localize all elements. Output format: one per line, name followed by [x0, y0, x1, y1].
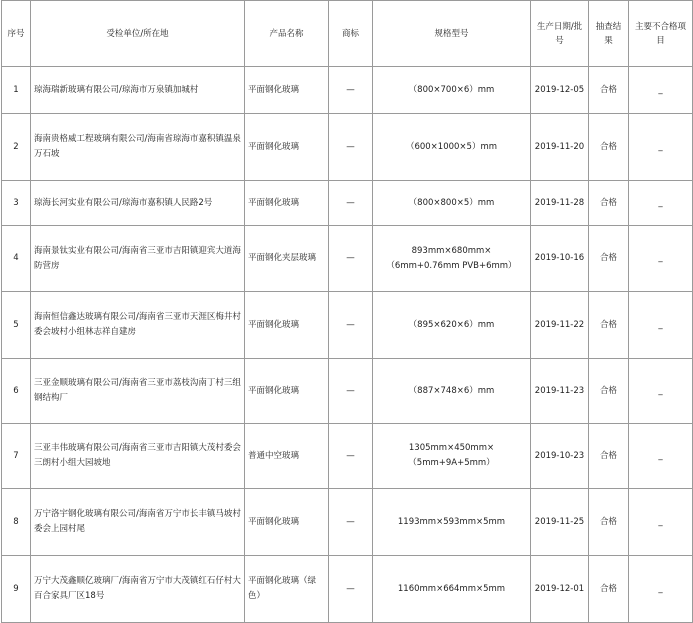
cell-unit: 三亚金顺玻璃有限公司/海南省三亚市荔枝沟南丁村三组钢结构厂: [31, 359, 245, 424]
cell-spec: （895×620×6）mm: [373, 292, 531, 359]
cell-issue: _: [629, 181, 693, 226]
cell-unit: 三亚丰伟玻璃有限公司/海南省三亚市吉阳镇大茂村委会三朗村小组大园坡地: [31, 424, 245, 489]
cell-brand: —: [329, 67, 373, 114]
cell-issue: _: [629, 556, 693, 623]
cell-spec: （800×700×6）mm: [373, 67, 531, 114]
cell-result: 合格: [589, 489, 629, 556]
cell-issue: _: [629, 359, 693, 424]
cell-seq: 1: [2, 67, 31, 114]
table-header: [2, 1, 693, 67]
cell-date: 2019-11-25: [531, 489, 589, 556]
cell-unit: 海南景钛实业有限公司/海南省三亚市吉阳镇迎宾大道海防营房: [31, 226, 245, 292]
cell-result: 合格: [589, 226, 629, 292]
cell-seq: 7: [2, 424, 31, 489]
cell-brand: —: [329, 424, 373, 489]
cell-unit: 海南恒信鑫达玻璃有限公司/海南省三亚市天涯区梅井村委会坡村小组林志祥自建房: [31, 292, 245, 359]
cell-issue: _: [629, 292, 693, 359]
table-row: [2, 489, 693, 556]
cell-product: 平面钢化夹层玻璃: [245, 226, 329, 292]
cell-product: 普通中空玻璃: [245, 424, 329, 489]
inspection-results-table: [1, 0, 693, 623]
cell-date: 2019-12-05: [531, 67, 589, 114]
table-body: [2, 67, 693, 623]
table-row: [2, 67, 693, 114]
cell-issue: _: [629, 67, 693, 114]
cell-seq: 6: [2, 359, 31, 424]
cell-unit: 海南贵格威工程玻璃有限公司/海南省琼海市嘉积镇温泉万石坡: [31, 114, 245, 181]
cell-product: 平面钢化玻璃: [245, 292, 329, 359]
cell-brand: —: [329, 181, 373, 226]
header-spec: 规格型号: [373, 1, 531, 67]
cell-result: 合格: [589, 114, 629, 181]
header-row: [2, 1, 693, 67]
cell-seq: 3: [2, 181, 31, 226]
cell-result: 合格: [589, 67, 629, 114]
cell-spec: 1193mm×593mm×5mm: [373, 489, 531, 556]
cell-product: 平面钢化玻璃: [245, 181, 329, 226]
cell-spec: （800×800×5）mm: [373, 181, 531, 226]
cell-unit: 琼海瑞新玻璃有限公司/琼海市万泉镇加城村: [31, 67, 245, 114]
cell-brand: —: [329, 556, 373, 623]
cell-seq: 4: [2, 226, 31, 292]
table-row: [2, 424, 693, 489]
cell-spec: 1305mm×450mm×（5mm+9A+5mm）: [373, 424, 531, 489]
header-seq: 序号: [2, 1, 31, 67]
table-row: [2, 556, 693, 623]
cell-unit: 万宁大茂鑫顺亿玻璃厂/海南省万宁市大茂镇红石仔村大百合家具厂区18号: [31, 556, 245, 623]
cell-brand: —: [329, 292, 373, 359]
cell-date: 2019-11-20: [531, 114, 589, 181]
cell-seq: 9: [2, 556, 31, 623]
cell-product: 平面钢化玻璃（绿色）: [245, 556, 329, 623]
cell-seq: 5: [2, 292, 31, 359]
cell-result: 合格: [589, 556, 629, 623]
cell-date: 2019-10-16: [531, 226, 589, 292]
cell-product: 平面钢化玻璃: [245, 67, 329, 114]
cell-spec: 1160mm×664mm×5mm: [373, 556, 531, 623]
header-product: 产品名称: [245, 1, 329, 67]
cell-result: 合格: [589, 359, 629, 424]
cell-date: 2019-11-22: [531, 292, 589, 359]
cell-seq: 8: [2, 489, 31, 556]
cell-result: 合格: [589, 292, 629, 359]
cell-brand: —: [329, 114, 373, 181]
table-row: [2, 359, 693, 424]
table-row: [2, 181, 693, 226]
cell-spec: （600×1000×5）mm: [373, 114, 531, 181]
cell-spec: 893mm×680mm×（6mm+0.76mm PVB+6mm）: [373, 226, 531, 292]
cell-issue: _: [629, 424, 693, 489]
cell-unit: 万宁洛宇钢化玻璃有限公司/海南省万宁市长丰镇马坡村委会上园村尾: [31, 489, 245, 556]
header-brand: 商标: [329, 1, 373, 67]
cell-spec: （887×748×6）mm: [373, 359, 531, 424]
cell-product: 平面钢化玻璃: [245, 489, 329, 556]
header-date: 生产日期/批号: [531, 1, 589, 67]
table-row: [2, 292, 693, 359]
cell-brand: —: [329, 359, 373, 424]
cell-date: 2019-11-23: [531, 359, 589, 424]
cell-unit: 琼海长河实业有限公司/琼海市嘉积镇人民路2号: [31, 181, 245, 226]
cell-seq: 2: [2, 114, 31, 181]
cell-issue: _: [629, 489, 693, 556]
table-row: [2, 226, 693, 292]
cell-date: 2019-10-23: [531, 424, 589, 489]
cell-issue: _: [629, 114, 693, 181]
cell-result: 合格: [589, 181, 629, 226]
cell-product: 平面钢化玻璃: [245, 114, 329, 181]
cell-date: 2019-11-28: [531, 181, 589, 226]
cell-brand: —: [329, 489, 373, 556]
cell-product: 平面钢化玻璃: [245, 359, 329, 424]
cell-date: 2019-12-01: [531, 556, 589, 623]
cell-brand: —: [329, 226, 373, 292]
header-issue: 主要不合格项目: [629, 1, 693, 67]
header-unit: 受检单位/所在地: [31, 1, 245, 67]
header-result: 抽查结果: [589, 1, 629, 67]
cell-result: 合格: [589, 424, 629, 489]
cell-issue: _: [629, 226, 693, 292]
table-row: [2, 114, 693, 181]
